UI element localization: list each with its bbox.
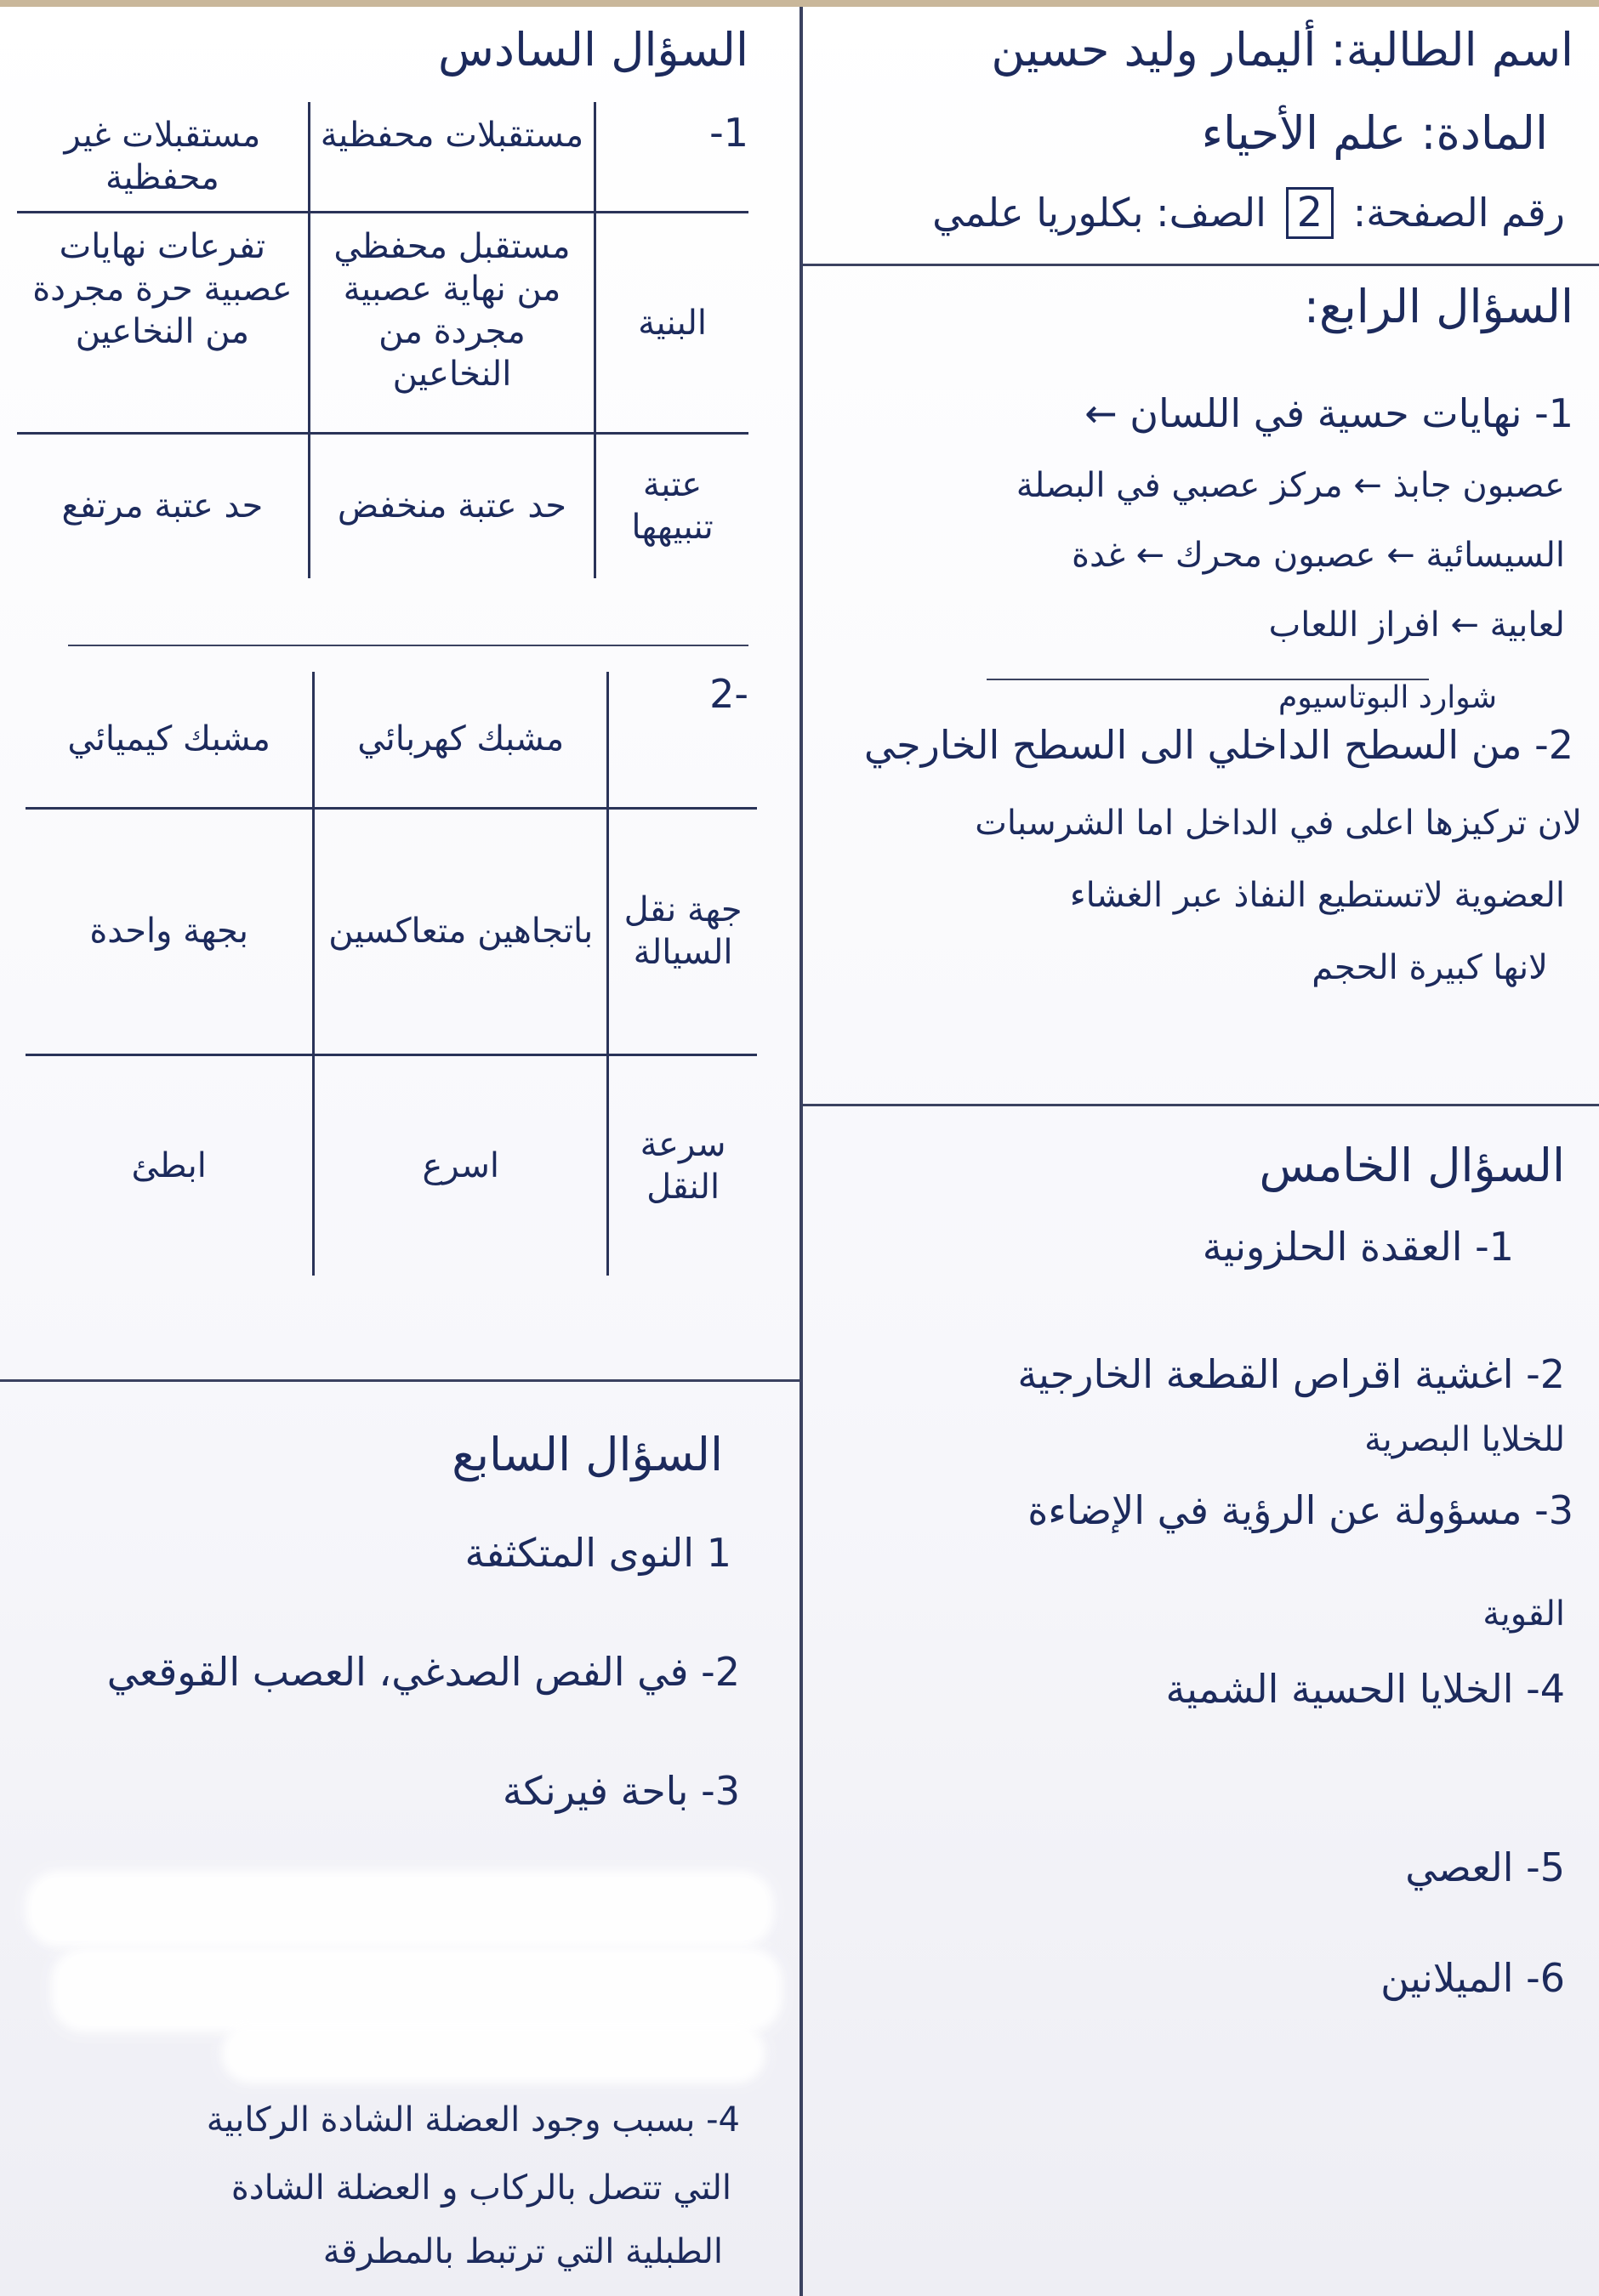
- q5-answer-2-line-2: للخلايا البصرية: [1364, 1420, 1565, 1459]
- table-cell: تفرعات نهايات عصبية حرة مجردة من النخاعين: [17, 213, 309, 434]
- q5-title: السؤال الخامس: [1259, 1139, 1565, 1192]
- q6-q7-rule: [0, 1379, 800, 1382]
- q7-answer-3: 3- باحة فيرنكة: [502, 1768, 740, 1814]
- q4-answer-1-line-2: عصبون جابذ ← مركز عصبي في البصلة: [1016, 466, 1565, 505]
- center-divider: [800, 7, 803, 2296]
- q6-table-2-number: -2: [709, 671, 748, 717]
- table-row: [26, 672, 757, 808]
- table-row-label: سرعة النقل: [608, 1054, 757, 1276]
- q4-answer-1-line-4: لعابية ← افراز اللعاب: [1268, 605, 1565, 645]
- q5-answer-3-line-2: القوية: [1482, 1594, 1565, 1634]
- table-cell: اسرع: [314, 1054, 608, 1276]
- table-row: [26, 1054, 757, 1276]
- q6-separator: [68, 645, 748, 646]
- page-number: 2: [1286, 187, 1334, 239]
- table-header-cell: مشبك كيميائي: [26, 672, 314, 808]
- q5-answer-6: 6- الميلانين: [1380, 1955, 1565, 2001]
- table-cell: ابطئ: [26, 1054, 314, 1276]
- subject-line: المادة: علم الأحياء: [1201, 106, 1548, 160]
- table-row: [17, 102, 748, 213]
- table-row: [17, 213, 748, 434]
- table-row: [26, 808, 757, 1054]
- q6-comparison-table-1: [17, 102, 748, 578]
- erased-area: [51, 1947, 782, 2032]
- q7-answer-1: 1 النوى المتكثفة: [464, 1530, 731, 1576]
- class-label: الصف: بكلوريا علمي: [932, 190, 1266, 236]
- paper-edge: [0, 0, 1599, 7]
- q7-answer-2: 2- في الفص الصدغي، العصب القوقعي: [106, 1649, 740, 1695]
- q4-answer-2-line-2: لان تركيزها اعلى في الداخل اما الشرسبات: [975, 804, 1582, 843]
- q5-answer-4: 4- الخلايا الحسية الشمية: [1165, 1666, 1565, 1712]
- q6-title: السؤال السادس: [438, 23, 748, 77]
- q4-q5-rule: [803, 1104, 1599, 1106]
- q7-title: السؤال السابع: [452, 1428, 723, 1481]
- page-number-line: [932, 187, 1565, 239]
- header-rule: [803, 264, 1599, 266]
- q4-answer-2-line-3: العضوية لاتستطيع النفاذ عبر الغشاء: [1069, 876, 1565, 915]
- q4-title: السؤال الرابع:: [1303, 280, 1573, 333]
- q7-answer-4-line-3: الطبلية التي ترتبط بالمطرقة: [322, 2232, 723, 2271]
- q7-answer-4-line-2: التي تتصل بالركاب و العضلة الشادة: [230, 2168, 731, 2208]
- q6-comparison-table-2: [26, 672, 757, 1276]
- q4-answer-1-line-3: السيسائية ← عصبون محرك ← غدة: [1072, 536, 1565, 575]
- table-cell: حد عتبة مرتفع: [17, 434, 309, 578]
- q4-answer-2-line-4: لانها كبيرة الحجم: [1312, 948, 1548, 987]
- table-corner: [608, 672, 757, 808]
- table-cell: بجهة واحدة: [26, 808, 314, 1054]
- q4-answer-2-note: شوارد البوتاسيوم: [1278, 680, 1497, 715]
- table-cell: مستقبل محفظي من نهاية عصبية مجردة من النخاعين: [309, 213, 595, 434]
- q5-answer-3-line-1: 3- مسؤولة عن الرؤية في الإضاءة: [1027, 1487, 1573, 1533]
- q5-answer-2-line-1: 2- اغشية اقراص القطعة الخارجية: [1017, 1351, 1565, 1397]
- table-header-cell: مستقبلات غير محفظية: [17, 102, 309, 213]
- q5-answer-1: 1- العقدة الحلزونية: [1202, 1224, 1514, 1270]
- table-row-label: البنية: [595, 213, 748, 434]
- erased-area: [221, 2024, 765, 2083]
- q5-answer-5: 5- العصي: [1405, 1844, 1565, 1890]
- table-row-label: عتبة تنبيهها: [595, 434, 748, 578]
- erased-area: [26, 1871, 774, 1947]
- q6-table-1-number: 1-: [709, 110, 748, 156]
- q4-answer-2-line-1: 2- من السطح الداخلي الى السطح الخارجي: [863, 722, 1573, 768]
- table-corner: [595, 102, 748, 213]
- student-name: اسم الطالبة: أليمار وليد حسين: [991, 23, 1573, 77]
- table-cell: باتجاهين متعاكسين: [314, 808, 608, 1054]
- q7-answer-4-line-1: 4- بسبب وجود العضلة الشادة الركابية: [206, 2100, 740, 2140]
- table-header-cell: مشبك كهربائي: [314, 672, 608, 808]
- table-row: [17, 434, 748, 578]
- table-header-cell: مستقبلات محفظية: [309, 102, 595, 213]
- table-cell: حد عتبة منخفض: [309, 434, 595, 578]
- page-number-label: رقم الصفحة:: [1352, 190, 1565, 236]
- table-row-label: جهة نقل السيالة: [608, 808, 757, 1054]
- q4-answer-1-line-1: 1- نهايات حسية في اللسان ←: [1084, 390, 1573, 436]
